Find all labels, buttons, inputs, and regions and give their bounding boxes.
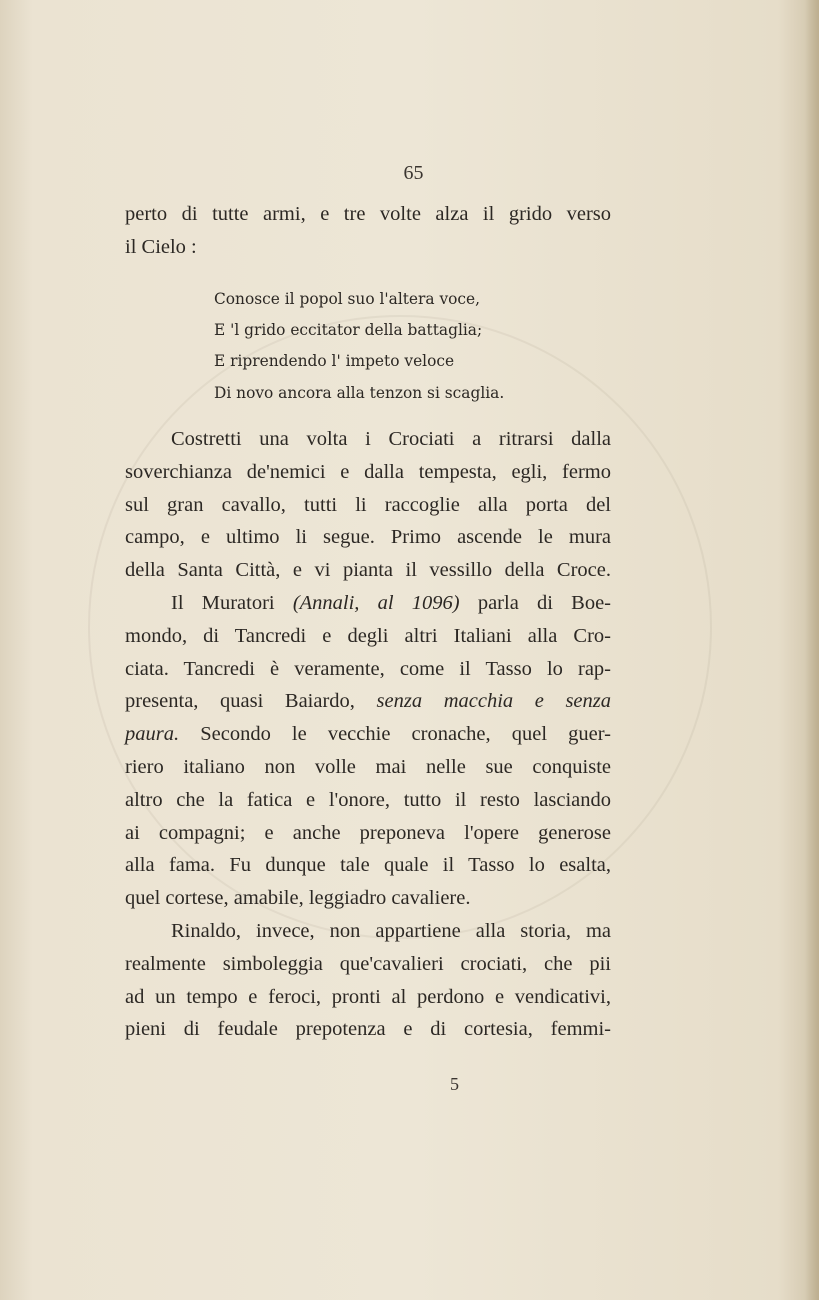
text-line: alla fama. Fu dunque tale quale il Tasso lo esalta, [125,854,611,877]
text-line: soverchianza de'nemici e dalla tempesta, egli, fermo [125,460,611,483]
text-line: ai compagni; e anche preponeva l'opere generose [125,821,611,844]
text-line: quel cortese, amabile, leggiadro cavaliere. [125,887,471,910]
citation: (Annali, al 1096) [292,591,460,614]
page-number: 65 [403,162,424,184]
text-line: campo, e ultimo li segue. Primo ascende le mura [125,526,611,549]
verse-line: Di novo ancora alla tenzon si scaglia. [214,383,505,402]
text-run: presenta, quasi Baiardo, [125,690,377,713]
text-line [125,718,611,751]
text-line: mondo, di Tancredi e degli altri Italiani alla Cro- [125,624,611,647]
text-line: Rinaldo, invece, non appartiene alla storia, ma [171,919,611,942]
text-line [125,685,611,718]
verse-line: E 'l grido eccitator della battaglia; [214,321,483,340]
text-line: sul gran cavallo, tutti li raccoglie alla porta del [125,493,611,516]
text-run: parla di Boe- [459,591,612,614]
signature-mark: 5 [450,1074,459,1094]
italic-phrase: paura. [125,723,180,746]
text-line: Costretti una volta i Crociati a ritrarsi dalla [171,428,611,450]
page-edge-shadow [805,0,819,1300]
text-run: Il Muratori [171,591,293,614]
text-line: pieni di feudale prepotenza e di cortesia, femmi- [125,1018,611,1041]
verse-line: Conosce il popol suo l'altera voce, [214,290,481,308]
verse-quote [214,284,544,409]
text-line [125,587,611,620]
text-line: il Cielo : [125,235,197,258]
text-line: ciata. Tancredi è veramente, come il Tasso lo rap- [125,657,611,680]
text-line: della Santa Città, e vi pianta il vessillo della Croce. [125,559,611,582]
text-line: ad un tempo e feroci, pronti al perdono e vendicativi, [125,985,611,1008]
body-text [125,423,611,1046]
opening-text [125,198,611,264]
text-line: perto di tutte armi, e tre volte alza il grido verso [125,203,611,225]
italic-phrase: senza macchia e senza [376,690,611,713]
text-line: altro che la fatica e l'onore, tutto il resto lasciando [125,788,611,811]
text-run: Secondo le vecchie cronache, quel guer- [179,723,611,746]
text-line: realmente simboleggia que'cavalieri crociati, che pii [125,952,611,975]
text-line: riero italiano non volle mai nelle sue conquiste [125,755,611,778]
verse-line: E riprendendo l' impeto veloce [214,352,455,371]
